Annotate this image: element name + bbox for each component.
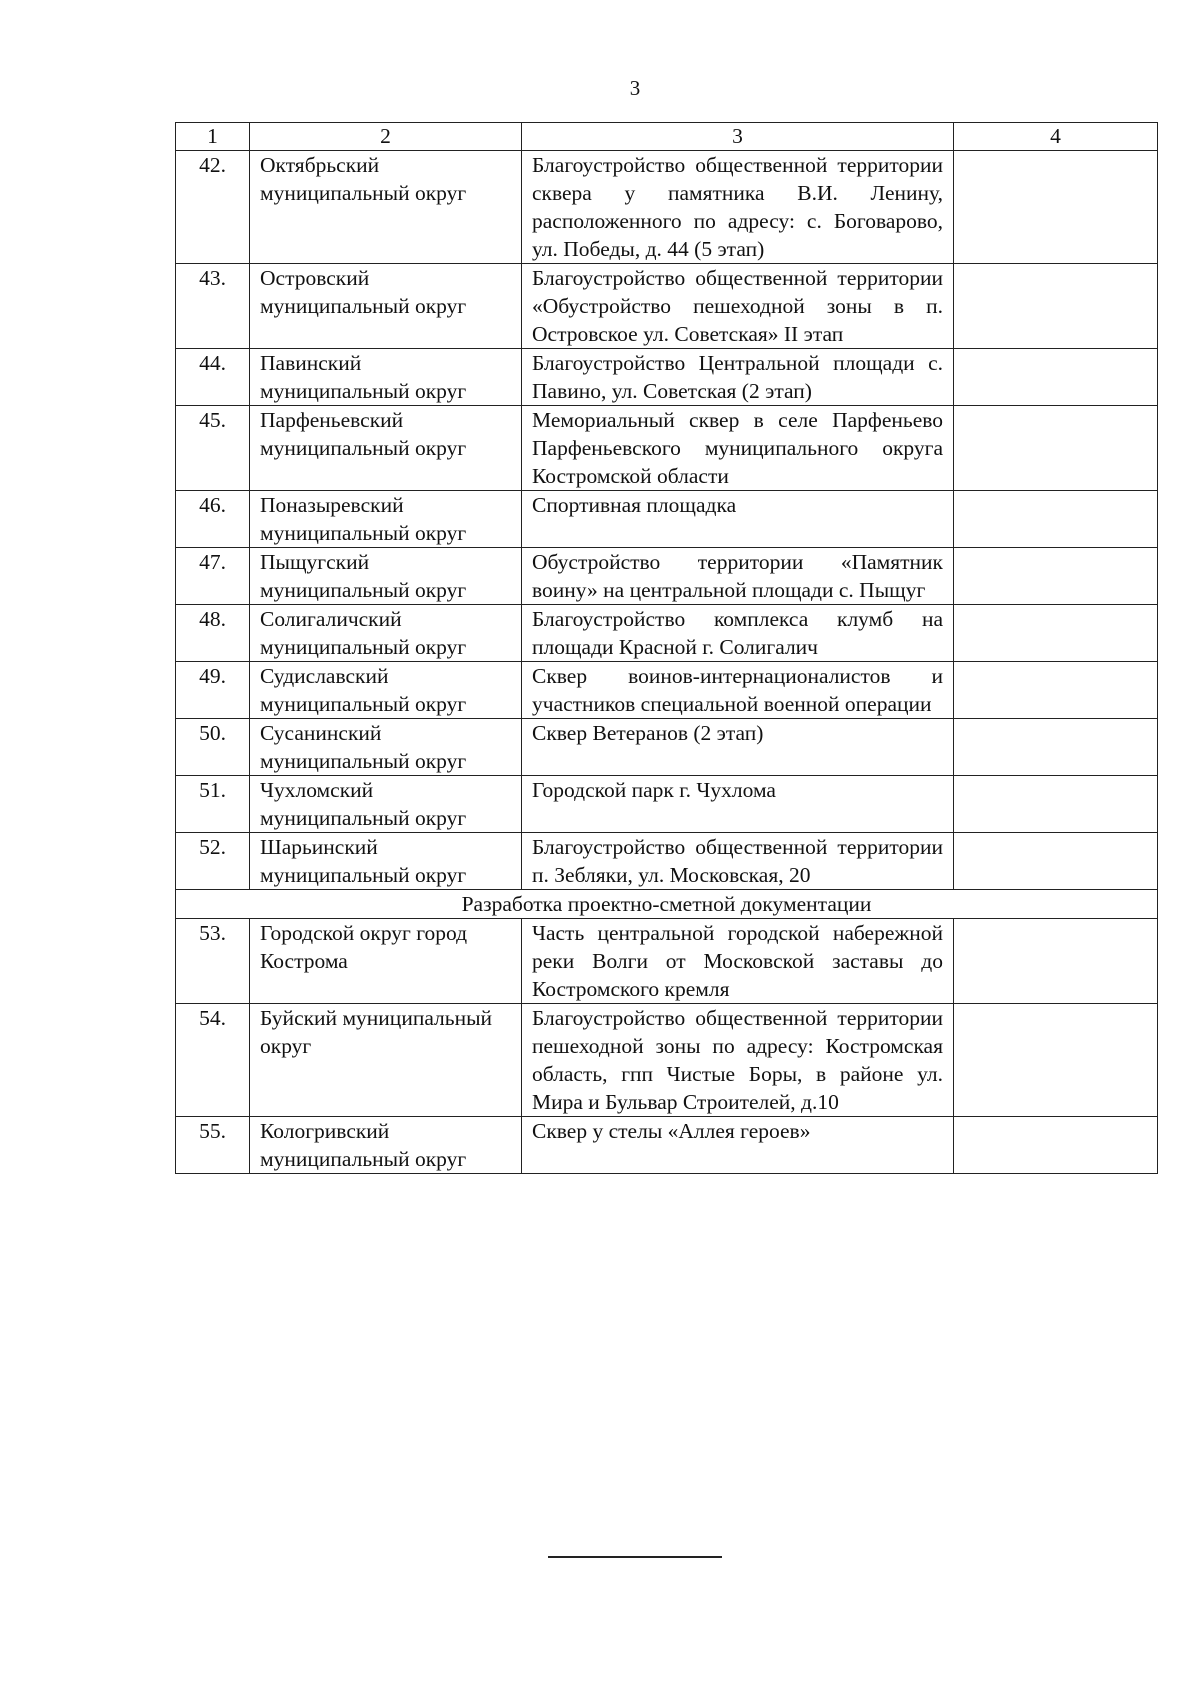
table-row <box>176 151 1158 264</box>
header-col-4: 4 <box>954 123 1158 151</box>
table-row <box>176 1004 1158 1117</box>
row-number: 42. <box>176 151 250 264</box>
row-number: 48. <box>176 605 250 662</box>
project-description: Городской парк г. Чухлома <box>522 776 954 833</box>
district-name: Судиславский муниципальный округ <box>250 662 522 719</box>
project-description: Мемориальный сквер в селе Парфеньево Парфеньевского муниципального округа Костромской области <box>522 406 954 491</box>
table-row <box>176 833 1158 890</box>
col4-cell <box>954 919 1158 1004</box>
district-name: Чухломский муниципальный округ <box>250 776 522 833</box>
table-row <box>176 776 1158 833</box>
col4-cell <box>954 406 1158 491</box>
row-number: 53. <box>176 919 250 1004</box>
col4-cell <box>954 719 1158 776</box>
district-name: Кологривский муниципальный округ <box>250 1117 522 1174</box>
section-row <box>176 890 1158 919</box>
col4-cell <box>954 776 1158 833</box>
district-name: Солигаличский муниципальный округ <box>250 605 522 662</box>
col4-cell <box>954 1117 1158 1174</box>
district-name: Поназыревский муниципальный округ <box>250 491 522 548</box>
project-description: Благоустройство Центральной площади с. Павино, ул. Советская (2 этап) <box>522 349 954 406</box>
district-name: Павинский муниципальный округ <box>250 349 522 406</box>
table-row <box>176 491 1158 548</box>
table-header-row <box>176 123 1158 151</box>
table-row <box>176 349 1158 406</box>
col4-cell <box>954 833 1158 890</box>
col4-cell <box>954 548 1158 605</box>
project-description: Сквер воинов-интернационалистов и участников специальной военной операции <box>522 662 954 719</box>
project-description: Благоустройство комплекса клумб на площади Красной г. Солигалич <box>522 605 954 662</box>
district-name: Октябрьский муниципальный округ <box>250 151 522 264</box>
col4-cell <box>954 491 1158 548</box>
project-description: Спортивная площадка <box>522 491 954 548</box>
row-number: 44. <box>176 349 250 406</box>
project-description: Благоустройство общественной территории сквера у памятника В.И. Ленину, расположенного по адресу: с. Боговарово, ул. Победы, д. 44 (5 этап) <box>522 151 954 264</box>
project-description: Благоустройство общественной территории «Обустройство пешеходной зоны в п. Островское ул. Советская» II этап <box>522 264 954 349</box>
table-row <box>176 406 1158 491</box>
district-name: Пыщугский муниципальный округ <box>250 548 522 605</box>
table-row <box>176 719 1158 776</box>
col4-cell <box>954 264 1158 349</box>
district-name: Буйский муниципальный округ <box>250 1004 522 1117</box>
header-col-1: 1 <box>176 123 250 151</box>
row-number: 54. <box>176 1004 250 1117</box>
col4-cell <box>954 662 1158 719</box>
project-description: Благоустройство общественной территории п. Зебляки, ул. Московская, 20 <box>522 833 954 890</box>
col4-cell <box>954 151 1158 264</box>
col4-cell <box>954 1004 1158 1117</box>
row-number: 46. <box>176 491 250 548</box>
table-row <box>176 548 1158 605</box>
row-number: 45. <box>176 406 250 491</box>
project-description: Сквер у стелы «Аллея героев» <box>522 1117 954 1174</box>
header-col-3: 3 <box>522 123 954 151</box>
district-name: Островский муниципальный округ <box>250 264 522 349</box>
district-name: Сусанинский муниципальный округ <box>250 719 522 776</box>
project-description: Сквер Ветеранов (2 этап) <box>522 719 954 776</box>
row-number: 52. <box>176 833 250 890</box>
district-name: Парфеньевский муниципальный округ <box>250 406 522 491</box>
district-name: Городской округ город Кострома <box>250 919 522 1004</box>
section-title: Разработка проектно-сметной документации <box>176 890 1158 919</box>
row-number: 55. <box>176 1117 250 1174</box>
table-row <box>176 919 1158 1004</box>
page-number: 3 <box>629 76 641 100</box>
projects-table <box>175 122 1158 1174</box>
district-name: Шарьинский муниципальный округ <box>250 833 522 890</box>
row-number: 49. <box>176 662 250 719</box>
row-number: 43. <box>176 264 250 349</box>
row-number: 47. <box>176 548 250 605</box>
row-number: 50. <box>176 719 250 776</box>
project-description: Благоустройство общественной территории пешеходной зоны по адресу: Костромская область, гпп Чистые Боры, в районе ул. Мира и Бульвар Строителей, д.10 <box>522 1004 954 1117</box>
header-col-2: 2 <box>250 123 522 151</box>
table-row <box>176 264 1158 349</box>
col4-cell <box>954 605 1158 662</box>
closing-line <box>548 1556 722 1558</box>
project-description: Обустройство территории «Памятник воину» на центральной площади с. Пыщуг <box>522 548 954 605</box>
table-row <box>176 1117 1158 1174</box>
row-number: 51. <box>176 776 250 833</box>
col4-cell <box>954 349 1158 406</box>
project-description: Часть центральной городской набережной реки Волги от Московской заставы до Костромского кремля <box>522 919 954 1004</box>
table-row <box>176 662 1158 719</box>
table-row <box>176 605 1158 662</box>
